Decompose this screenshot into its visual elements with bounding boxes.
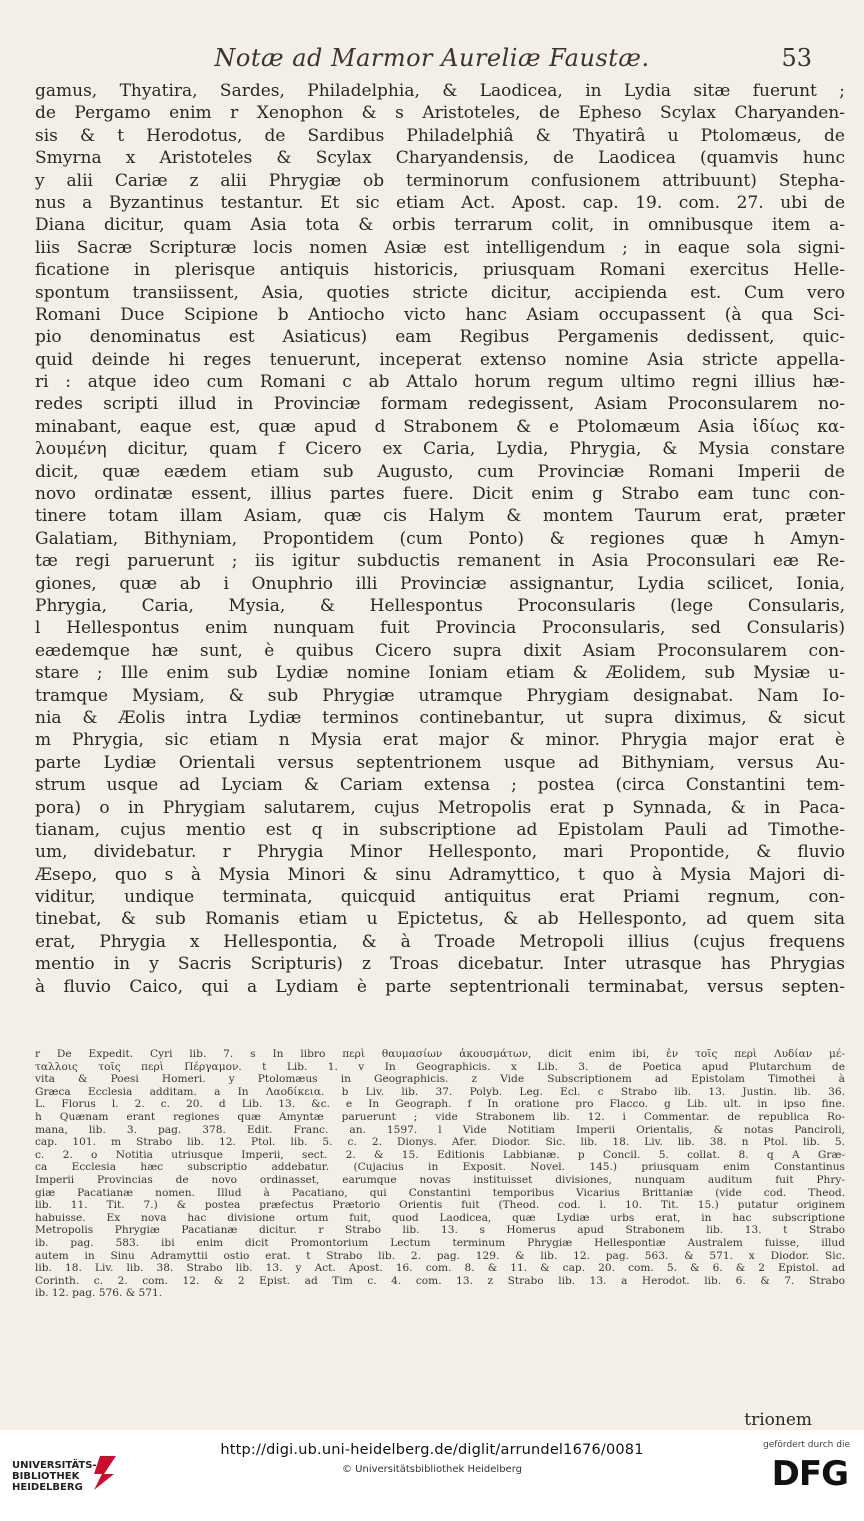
footnote-line: ca Ecclesia hæc subscriptio addebatur. (Cujacius in Exposit. Novel. 145.) priusquam enim Constantinus — [35, 1161, 845, 1174]
footnote-line: Imperii Provincias de novo ordinasset, earumque novas instituisset divisiones, nunquam auditum fuit Phry- — [35, 1173, 845, 1186]
dfg-mark-icon: DFG — [771, 1454, 848, 1494]
footnote-line: ib. pag. 583. ibi enim dicit Promontorium Lectum terminum Phrygiæ Hellespontiæ Australem fuisse, illud — [35, 1236, 845, 1249]
footnote-line: ib. 12. pag. 576. & 571. — [35, 1287, 163, 1300]
text-line: erat, Phrygia x Hellespontia, & à Troade Metropoli illius (cujus frequens — [35, 931, 845, 952]
running-title: Notæ ad Marmor Aureliæ Faustæ. — [214, 44, 650, 72]
footnote-line: Corinth. c. 2. com. 12. & 2 Epist. ad Tim c. 4. com. 13. z Strabo lib. 13. a Herodot. lib. 6. & 7. Strabo — [35, 1274, 845, 1287]
library-name-line: UNIVERSITÄTS- — [12, 1460, 97, 1471]
text-line: parte Lydiæ Orientali versus septentrionem usque ad Bithyniam, versus Au- — [35, 752, 845, 773]
text-line: viditur, undique terminata, quicquid antiquitus erat Priami regnum, con- — [35, 887, 845, 908]
text-line: mentio in y Sacris Scripturis) z Troas dicebatur. Inter utrasque has Phrygias — [35, 954, 845, 975]
text-line: de Pergamo enim r Xenophon & s Aristoteles, de Epheso Scylax Charyanden- — [35, 103, 845, 124]
footnote-line: vita & Poesi Homeri. y Ptolomæus in Geographicis. z Vide Subscriptionem ad Epistolam Timothei à — [35, 1073, 845, 1086]
footnote-line: ταλλοις τοῖς περὶ Πέργαμον. t Lib. 1. v In Geographicis. x Lib. 3. de Poetica apud Plutarchum de — [35, 1060, 845, 1073]
dfg-caption: gefördert durch die — [763, 1440, 850, 1450]
text-line: nus a Byzantinus testantur. Et sic etiam Act. Apost. cap. 19. com. 27. ubi de — [35, 192, 845, 213]
dfg-logo[interactable] — [758, 1440, 850, 1512]
text-line: Phrygia, Caria, Mysia, & Hellespontus Proconsularis (lege Consularis, — [35, 595, 845, 616]
text-line: strum usque ad Lyciam & Cariam extensa ; postea (circa Constantini tem- — [35, 775, 845, 796]
text-line: ficatione in plerisque antiquis historicis, priusquam Romani exercitus Helle- — [35, 260, 845, 281]
text-line: minabant, eaque est, quæ apud d Strabonem & e Ptolomæum Asia ἰδίως κα- — [35, 416, 845, 437]
footnote-line: autem in Sinu Adramyttii ostio erat. t Strabo lib. 2. pag. 129. & lib. 12. pag. 563. & 571. x Diodor. Sic. — [35, 1249, 845, 1262]
text-line: ri : atque ideo cum Romani c ab Attalo horum regum ultimo regni illius hæ- — [35, 372, 845, 393]
text-line: à fluvio Caico, qui a Lydiam è parte septentrionali terminabat, versus septen- — [35, 976, 845, 997]
footnote-line: giæ Pacatianæ nomen. Illud à Pacatiano, qui Constantini temporibus Vicarius Brittaniæ (vide cod. Theod. — [35, 1186, 845, 1199]
text-line: l Hellespontus enim nunquam fuit Provincia Proconsularis, sed Consularis) — [35, 618, 845, 639]
footnote-line: h Quænam erant regiones quæ Amyntæ paruerunt ; vide Strabonem lib. 12. i Commentar. de republica Ro- — [35, 1110, 845, 1123]
text-line: sis & t Herodotus, de Sardibus Philadelphiâ & Thyatirâ u Ptolomæus, de — [35, 125, 845, 146]
text-line: λουμένη dicitur, quam f Cicero ex Caria, Lydia, Phrygia, & Mysia constare — [35, 439, 845, 460]
text-line: m Phrygia, sic etiam n Mysia erat major & minor. Phrygia major erat è — [35, 730, 845, 751]
text-line: redes scripti illud in Provinciæ formam redegissent, Asiam Proconsularem no- — [35, 394, 845, 415]
text-line: eædemque hæ sunt, è quibus Cicero supra dixit Asiam Proconsularem con- — [35, 640, 845, 661]
text-line: spontum transiissent, Asia, quoties stricte dicitur, accipienda est. Cum vero — [35, 282, 845, 303]
main-text — [35, 80, 845, 998]
text-line: tinere totam illam Asiam, quæ cis Halym & montem Taurum erat, præter — [35, 506, 845, 527]
footnote-line: cap. 101. m Strabo lib. 12. Ptol. lib. 5. c. 2. Dionys. Afer. Diodor. Sic. lib. 18. Liv. lib. 38. n Ptol. lib. 5. — [35, 1136, 845, 1149]
text-line: y alii Cariæ z alii Phrygiæ ob terminorum confusionem attribuunt) Stepha- — [35, 170, 845, 191]
copyright-notice: © Universitätsbibliothek Heidelberg — [341, 1464, 522, 1475]
footnote-line: lib. 11. Tit. 7.) & postea præfectus Prætorio Orientis fuit (Theod. cod. l. 10. Tit. 15.) putatur originem — [35, 1199, 845, 1212]
footnote-line: Metropolis Phrygiæ Pacatianæ dicitur. r Strabo lib. 13. s Homerus apud Strabonem lib. 13. t Strabo — [35, 1224, 845, 1237]
text-line: tinebat, & sub Romanis etiam u Epictetus, & ab Hellesponto, ad quem sita — [35, 909, 845, 930]
footnote-line: c. 2. o Notitia utriusque Imperii, sect. 2. & 15. Editionis Labbianæ. p Concil. 5. collat. 8. q A Græ- — [35, 1148, 845, 1161]
text-line: Diana dicitur, quam Asia tota & orbis terrarum colit, in omnibusque item a- — [35, 215, 845, 236]
permalink-url[interactable]: http://digi.ub.uni-heidelberg.de/diglit/arrundel1676/0081 — [220, 1442, 644, 1458]
text-line: pio denominatus est Asiaticus) eam Regibus Pergamenis dedissent, quic- — [35, 327, 845, 348]
footnote-line: Græca Ecclesia additam. a In Λαοδίκεια. b Liv. lib. 37. Polyb. Leg. Ecl. c Strabo lib. 13. Justin. lib. 36. — [35, 1085, 845, 1098]
page-header — [0, 38, 864, 78]
text-line: um, dividebatur. r Phrygia Minor Hellesponto, mari Propontide, & fluvio — [35, 842, 845, 863]
text-line: tramque Mysiam, & sub Phrygiæ utramque Phrygiam designabat. Nam Io- — [35, 685, 845, 706]
text-line: Romani Duce Scipione b Antiocho victo hanc Asiam occupassent (à qua Sci- — [35, 304, 845, 325]
footnote-line: lib. 18. Liv. lib. 38. Strabo lib. 13. y Act. Apost. 16. com. 8. & 11. & cap. 20. com. 5. & 6. & 2 Epistol. ad — [35, 1262, 845, 1275]
text-line: tæ regi paruerunt ; iis igitur subductis remanent in Asia Proconsulari eæ Re- — [35, 551, 845, 572]
viewer-footer — [0, 1430, 864, 1521]
text-line: liis Sacræ Scripturæ locis nomen Asiæ est intelligendum ; in eaque sola signi- — [35, 237, 845, 258]
catchword: trionem — [744, 1410, 812, 1430]
text-line: tianam, cujus mentio est q in subscriptione ad Epistolam Pauli ad Timothe- — [35, 819, 845, 840]
footnote-line: L. Florus l. 2. c. 20. d Lib. 13. &c. e In Geograph. f In oratione pro Flacco. g Lib. ult. in ipso fine. — [35, 1098, 845, 1111]
university-library-logo[interactable] — [12, 1452, 152, 1502]
text-line: Æsepo, quo s à Mysia Minori & sinu Adramyttico, t quo à Mysia Majori di- — [35, 864, 845, 885]
text-line: quid deinde hi reges tenuerunt, inceperat extenso nomine Asia stricte appella- — [35, 349, 845, 370]
text-line: giones, quæ ab i Onuphrio illi Provinciæ assignantur, Lydia scilicet, Ionia, — [35, 573, 845, 594]
footnote-line: habuisse. Ex nova hac divisione ortum fuit, quod Laodicea, quæ Lydiæ urbs erat, in hac subscriptione — [35, 1211, 845, 1224]
library-name-line: BIBLIOTHEK — [12, 1471, 80, 1482]
text-line: pora) o in Phrygiam salutarem, cujus Metropolis erat p Synnada, & in Paca- — [35, 797, 845, 818]
footnote-line: mana, lib. 3. pag. 378. Edit. Franc. an. 1597. l Vide Notitiam Imperii Orientalis, & notas Panciroli, — [35, 1123, 845, 1136]
library-name-line: HEIDELBERG — [12, 1482, 83, 1493]
page-number: 53 — [781, 44, 812, 72]
footnote-line: r De Expedit. Cyri lib. 7. s In libro περὶ θαυμασίων ἀκουσμάτων, dicit enim ibi, ἐν τοῖς περὶ Λυδίαν μέ- — [35, 1048, 845, 1060]
text-line: nia & Æolis intra Lydiæ terminos continebantur, ut supra diximus, & sicut — [35, 707, 845, 728]
footnotes — [35, 1048, 845, 1300]
text-line: dicit, quæ eædem etiam sub Augusto, cum Provinciæ Romani Imperii de — [35, 461, 845, 482]
text-line: novo ordinatæ essent, illius partes fuere. Dicit enim g Strabo eam tunc con- — [35, 484, 845, 505]
text-line: stare ; Ille enim sub Lydiæ nomine Ioniam etiam & Æolidem, sub Mysiæ u- — [35, 663, 845, 684]
text-line: Galatiam, Bithyniam, Propontidem (cum Ponto) & regiones quæ h Amyn- — [35, 528, 845, 549]
text-line: gamus, Thyatira, Sardes, Philadelphia, & Laodicea, in Lydia sitæ fuerunt ; — [35, 81, 845, 101]
text-line: Smyrna x Aristoteles & Scylax Charyandensis, de Laodicea (quamvis hunc — [35, 148, 845, 169]
